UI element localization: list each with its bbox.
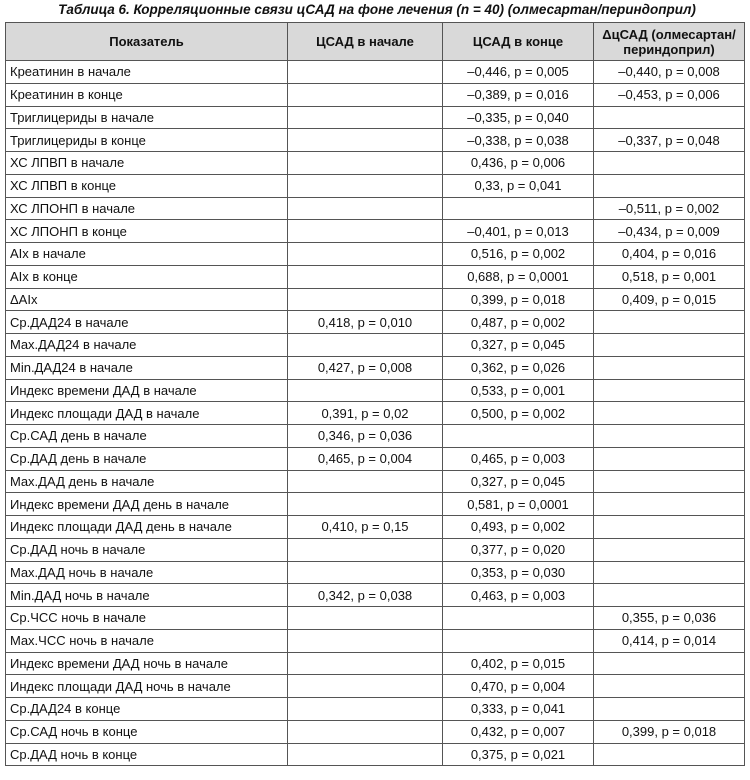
csad-end-cell: 0,353, p = 0,030 (443, 561, 594, 584)
indicator-cell: Ср.ДАД ночь в начале (6, 538, 288, 561)
csad-start-cell: 0,418, p = 0,010 (288, 311, 443, 334)
table-caption: Таблица 6. Корреляционные связи цСАД на фоне лечения (n = 40) (олмесартан/периндоприл) (58, 2, 696, 17)
csad-start-cell (288, 129, 443, 152)
table-row (6, 584, 745, 607)
table-row (6, 561, 745, 584)
delta-csad-cell: –0,434, p = 0,009 (594, 220, 745, 243)
indicator-cell: ХС ЛПВП в конце (6, 174, 288, 197)
csad-end-cell (443, 197, 594, 220)
indicator-cell: Min.ДАД24 в начале (6, 356, 288, 379)
table-body (6, 61, 745, 766)
csad-end-cell: 0,333, p = 0,041 (443, 698, 594, 721)
csad-end-cell: –0,338, p = 0,038 (443, 129, 594, 152)
delta-csad-cell (594, 675, 745, 698)
csad-end-cell: 0,487, p = 0,002 (443, 311, 594, 334)
csad-start-cell (288, 243, 443, 266)
delta-csad-cell (594, 174, 745, 197)
table-row (6, 243, 745, 266)
indicator-cell: Ср.САД день в начале (6, 425, 288, 448)
csad-end-cell: 0,463, p = 0,003 (443, 584, 594, 607)
csad-start-cell: 0,427, p = 0,008 (288, 356, 443, 379)
indicator-cell: Max.ДАД ночь в начале (6, 561, 288, 584)
header-delta-csad: ΔцСАД (олмесартан/периндоприл) (594, 23, 745, 61)
header-csad-end: ЦСАД в конце (443, 23, 594, 61)
csad-start-cell (288, 629, 443, 652)
csad-end-cell: 0,493, p = 0,002 (443, 516, 594, 539)
csad-start-cell (288, 152, 443, 175)
csad-end-cell: 0,377, p = 0,020 (443, 538, 594, 561)
csad-end-cell: –0,446, p = 0,005 (443, 61, 594, 84)
delta-csad-cell (594, 493, 745, 516)
csad-end-cell: 0,436, p = 0,006 (443, 152, 594, 175)
delta-csad-cell (594, 516, 745, 539)
indicator-cell: Max.ДАД день в начале (6, 470, 288, 493)
indicator-cell: Ср.ДАД день в начале (6, 447, 288, 470)
csad-end-cell: 0,533, p = 0,001 (443, 379, 594, 402)
csad-start-cell (288, 698, 443, 721)
csad-start-cell: 0,346, p = 0,036 (288, 425, 443, 448)
csad-start-cell (288, 493, 443, 516)
csad-end-cell: 0,470, p = 0,004 (443, 675, 594, 698)
table-row (6, 356, 745, 379)
table-row (6, 288, 745, 311)
csad-start-cell (288, 607, 443, 630)
table-row (6, 61, 745, 84)
csad-end-cell: 0,327, p = 0,045 (443, 470, 594, 493)
table-row (6, 720, 745, 743)
indicator-cell: Триглицериды в начале (6, 106, 288, 129)
csad-end-cell: 0,465, p = 0,003 (443, 447, 594, 470)
csad-end-cell (443, 607, 594, 630)
table-row (6, 83, 745, 106)
table-row (6, 447, 745, 470)
table-row (6, 106, 745, 129)
table-row (6, 493, 745, 516)
csad-end-cell: –0,401, p = 0,013 (443, 220, 594, 243)
csad-start-cell (288, 174, 443, 197)
delta-csad-cell: 0,404, p = 0,016 (594, 243, 745, 266)
delta-csad-cell: 0,409, p = 0,015 (594, 288, 745, 311)
table-row (6, 129, 745, 152)
table-row (6, 425, 745, 448)
csad-start-cell: 0,410, p = 0,15 (288, 516, 443, 539)
csad-start-cell (288, 743, 443, 766)
csad-start-cell (288, 288, 443, 311)
indicator-cell: Ср.ДАД24 в начале (6, 311, 288, 334)
csad-end-cell: 0,33, p = 0,041 (443, 174, 594, 197)
table-row (6, 607, 745, 630)
table-row (6, 220, 745, 243)
csad-start-cell (288, 220, 443, 243)
table-row (6, 265, 745, 288)
delta-csad-cell: 0,414, p = 0,014 (594, 629, 745, 652)
table-row (6, 652, 745, 675)
csad-start-cell (288, 334, 443, 357)
indicator-cell: ХС ЛПОНП в начале (6, 197, 288, 220)
indicator-cell: Креатинин в начале (6, 61, 288, 84)
csad-start-cell (288, 83, 443, 106)
delta-csad-cell (594, 470, 745, 493)
table-row (6, 152, 745, 175)
indicator-cell: Max.ЧСС ночь в начале (6, 629, 288, 652)
csad-end-cell: 0,375, p = 0,021 (443, 743, 594, 766)
delta-csad-cell (594, 106, 745, 129)
indicator-cell: AIx в конце (6, 265, 288, 288)
csad-start-cell: 0,342, p = 0,038 (288, 584, 443, 607)
csad-start-cell (288, 197, 443, 220)
table-row (6, 698, 745, 721)
csad-start-cell: 0,465, p = 0,004 (288, 447, 443, 470)
indicator-cell: Индекс времени ДАД в начале (6, 379, 288, 402)
delta-csad-cell (594, 425, 745, 448)
table-row (6, 675, 745, 698)
delta-csad-cell (594, 356, 745, 379)
delta-csad-cell (594, 743, 745, 766)
delta-csad-cell (594, 152, 745, 175)
csad-start-cell (288, 379, 443, 402)
indicator-cell: Min.ДАД ночь в начале (6, 584, 288, 607)
csad-start-cell (288, 265, 443, 288)
delta-csad-cell (594, 652, 745, 675)
table-header-row (6, 23, 745, 61)
table-row (6, 174, 745, 197)
delta-csad-cell: 0,518, p = 0,001 (594, 265, 745, 288)
indicator-cell: Индекс времени ДАД день в начале (6, 493, 288, 516)
table-row (6, 629, 745, 652)
csad-start-cell (288, 538, 443, 561)
csad-start-cell (288, 106, 443, 129)
delta-csad-cell (594, 538, 745, 561)
indicator-cell: Индекс площади ДАД день в начале (6, 516, 288, 539)
delta-csad-cell: 0,355, p = 0,036 (594, 607, 745, 630)
csad-start-cell: 0,391, p = 0,02 (288, 402, 443, 425)
indicator-cell: Ср.ДАД ночь в конце (6, 743, 288, 766)
indicator-cell: Ср.САД ночь в конце (6, 720, 288, 743)
indicator-cell: Ср.ЧСС ночь в начале (6, 607, 288, 630)
csad-start-cell (288, 652, 443, 675)
indicator-cell: Max.ДАД24 в начале (6, 334, 288, 357)
delta-csad-cell (594, 447, 745, 470)
csad-end-cell: 0,432, p = 0,007 (443, 720, 594, 743)
delta-csad-cell (594, 334, 745, 357)
table-row (6, 743, 745, 766)
table-row (6, 197, 745, 220)
indicator-cell: ΔAIx (6, 288, 288, 311)
correlation-table (5, 22, 745, 766)
csad-end-cell: 0,688, p = 0,0001 (443, 265, 594, 288)
indicator-cell: Индекс площади ДАД в начале (6, 402, 288, 425)
table-row (6, 379, 745, 402)
indicator-cell: ХС ЛПОНП в конце (6, 220, 288, 243)
csad-start-cell (288, 61, 443, 84)
delta-csad-cell: –0,453, p = 0,006 (594, 83, 745, 106)
csad-end-cell (443, 629, 594, 652)
header-indicator: Показатель (6, 23, 288, 61)
csad-start-cell (288, 470, 443, 493)
table-row (6, 516, 745, 539)
delta-csad-cell: –0,440, p = 0,008 (594, 61, 745, 84)
csad-end-cell: 0,516, p = 0,002 (443, 243, 594, 266)
table-row (6, 538, 745, 561)
delta-csad-cell (594, 379, 745, 402)
delta-csad-cell: –0,337, p = 0,048 (594, 129, 745, 152)
indicator-cell: AIx в начале (6, 243, 288, 266)
delta-csad-cell: 0,399, p = 0,018 (594, 720, 745, 743)
table-row (6, 470, 745, 493)
header-csad-start: ЦСАД в начале (288, 23, 443, 61)
table-row (6, 334, 745, 357)
delta-csad-cell (594, 698, 745, 721)
csad-end-cell: 0,500, p = 0,002 (443, 402, 594, 425)
csad-end-cell: 0,581, p = 0,0001 (443, 493, 594, 516)
csad-end-cell: 0,399, p = 0,018 (443, 288, 594, 311)
indicator-cell: Индекс времени ДАД ночь в начале (6, 652, 288, 675)
csad-end-cell: 0,327, p = 0,045 (443, 334, 594, 357)
delta-csad-cell (594, 584, 745, 607)
indicator-cell: ХС ЛПВП в начале (6, 152, 288, 175)
indicator-cell: Ср.ДАД24 в конце (6, 698, 288, 721)
delta-csad-cell: –0,511, p = 0,002 (594, 197, 745, 220)
indicator-cell: Индекс площади ДАД ночь в начале (6, 675, 288, 698)
csad-end-cell (443, 425, 594, 448)
delta-csad-cell (594, 311, 745, 334)
csad-start-cell (288, 720, 443, 743)
csad-start-cell (288, 675, 443, 698)
csad-end-cell: –0,389, p = 0,016 (443, 83, 594, 106)
indicator-cell: Триглицериды в конце (6, 129, 288, 152)
delta-csad-cell (594, 561, 745, 584)
table-row (6, 402, 745, 425)
indicator-cell: Креатинин в конце (6, 83, 288, 106)
csad-start-cell (288, 561, 443, 584)
csad-end-cell: 0,362, p = 0,026 (443, 356, 594, 379)
delta-csad-cell (594, 402, 745, 425)
csad-end-cell: –0,335, p = 0,040 (443, 106, 594, 129)
table-row (6, 311, 745, 334)
csad-end-cell: 0,402, p = 0,015 (443, 652, 594, 675)
